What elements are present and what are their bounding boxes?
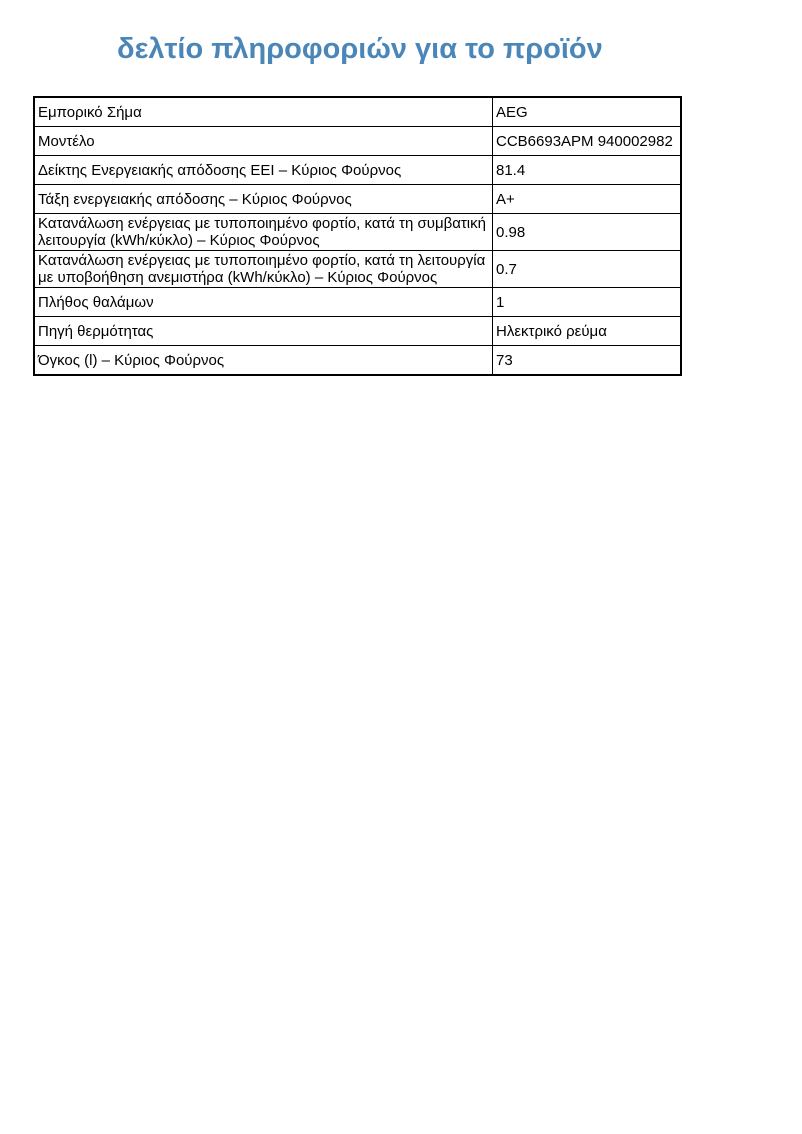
row-value: 1 [493,288,682,317]
row-label: Κατανάλωση ενέργειας με τυποποιημένο φορτίο, κατά τη λειτουργία με υποβοήθηση ανεμιστήρα (kWh/κύκλο) – Κύριος Φούρνος [34,251,493,288]
row-label: Όγκος (l) – Κύριος Φούρνος [34,346,493,376]
row-value: Ηλεκτρικό ρεύμα [493,317,682,346]
row-label: Τάξη ενεργειακής απόδοσης – Κύριος Φούρνος [34,185,493,214]
row-label: Εμπορικό Σήμα [34,97,493,127]
row-label: Κατανάλωση ενέργειας με τυποποιημένο φορτίο, κατά τη συμβατική λειτουργία (kWh/κύκλο) – Κύριος Φούρνος [34,214,493,251]
table-row [34,127,681,156]
row-value: 0.98 [493,214,682,251]
row-label: Μοντέλο [34,127,493,156]
row-label: Πλήθος θαλάμων [34,288,493,317]
row-value: 73 [493,346,682,376]
table-row [34,317,681,346]
table-row [34,288,681,317]
page-title: δελτίο πληροφοριών για το προϊόν [117,33,603,65]
table-row [34,97,681,127]
row-value: A+ [493,185,682,214]
product-table-body [34,97,681,375]
row-label: Δείκτης Ενεργειακής απόδοσης EEI – Κύριος Φούρνος [34,156,493,185]
table-row [34,214,681,251]
row-value: 81.4 [493,156,682,185]
row-value: 0.7 [493,251,682,288]
row-value: AEG [493,97,682,127]
row-label: Πηγή θερμότητας [34,317,493,346]
row-value: CCB6693APM 940002982 [493,127,682,156]
table-row [34,251,681,288]
product-info-table [33,96,682,376]
table-row [34,156,681,185]
table-row [34,185,681,214]
table-row [34,346,681,376]
